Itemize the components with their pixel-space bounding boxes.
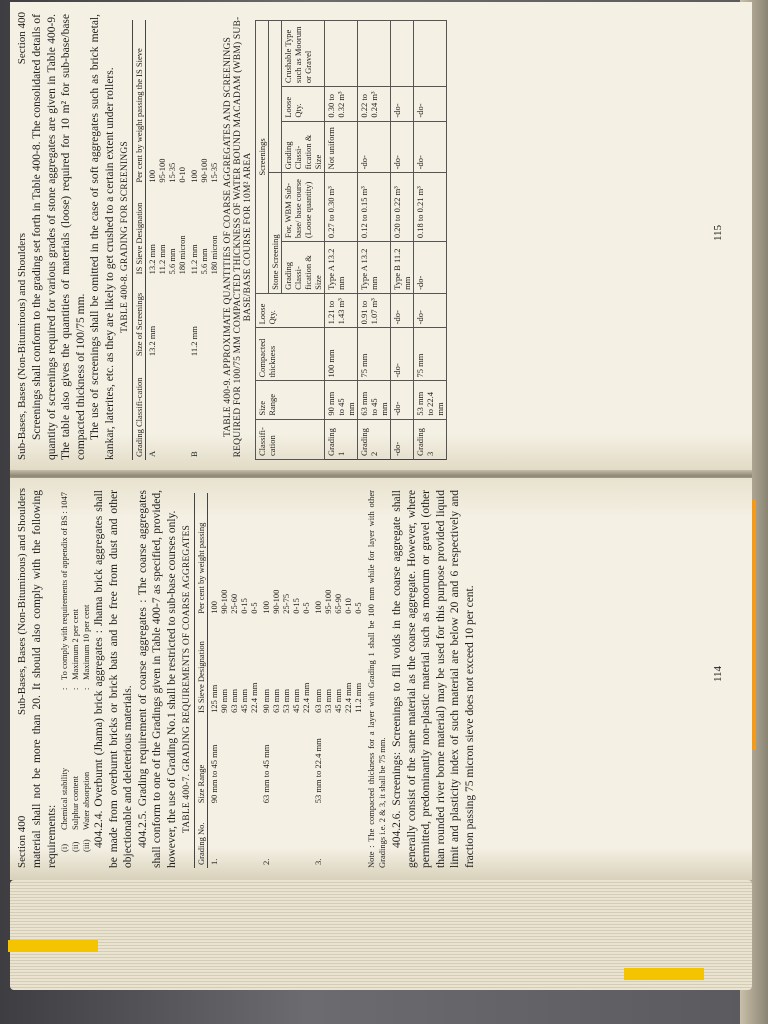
table-cell: -do- bbox=[391, 121, 414, 173]
table-header: Grading No. bbox=[195, 806, 208, 868]
table-cell bbox=[146, 20, 189, 186]
table-cell: Grading 2 bbox=[358, 419, 391, 459]
req-sep: : bbox=[70, 687, 80, 690]
sieve-value: 13.2 mm bbox=[147, 244, 157, 275]
sieve-value: 90 mm bbox=[219, 688, 229, 713]
soft-aggregates-paragraph: The use of screenings shall be omitted in the case of soft aggregates such as brick metal, kankar, laterites, etc. as they are likely to get crushed to a certain extent under rollers. bbox=[89, 14, 116, 460]
screenings-paragraph: 404.2.6. Screenings: Screenings to fill voids in the coarse aggregate shall generally consist of the same material as the coarse aggregate. However, where permitted, predominantly non-plastic material such as moorum or gravel (other than rounded river borne material) may be used for this purpose provided liquid limit and plasticity index of such material are below 20 and 6 respectively and fraction passing 75 micron sieve does not exceed 10 per cent. bbox=[391, 490, 476, 868]
header-section: Section 400 bbox=[16, 12, 28, 65]
table-cell bbox=[325, 21, 358, 87]
passing-value: 0-5 bbox=[353, 602, 363, 614]
table-cell bbox=[260, 617, 312, 716]
table-400-9 bbox=[255, 20, 447, 460]
table-row bbox=[188, 20, 220, 460]
table-row bbox=[391, 21, 414, 460]
table-cell: 1. bbox=[209, 858, 219, 865]
left-page-header bbox=[10, 478, 30, 880]
table-400-8 bbox=[132, 20, 220, 460]
table-cell bbox=[260, 493, 312, 617]
table-cell: 0.20 to 0.22 m³ bbox=[391, 173, 414, 242]
open-book bbox=[4, 0, 754, 1000]
sieve-value: 45 mm bbox=[291, 688, 301, 713]
table-row bbox=[414, 21, 447, 460]
table-cell: 100 mm bbox=[325, 328, 358, 381]
sieve-value: 53 mm bbox=[281, 688, 291, 713]
table-cell bbox=[312, 617, 364, 716]
table-cell bbox=[391, 21, 414, 87]
page-number: 114 bbox=[712, 665, 725, 683]
table-row bbox=[325, 21, 358, 460]
left-page bbox=[10, 478, 752, 880]
table-header: Loose Qty. bbox=[282, 87, 325, 122]
table-row bbox=[146, 20, 189, 460]
table-note: Note : The compacted thickness for a layer with Grading 1 shall be 100 mm while for layer with other Gradings i.e. 2 & 3, it shall be 75 mm. bbox=[366, 490, 387, 868]
table-cell: 90 mm to 45 mm bbox=[209, 744, 219, 804]
req-no: (i) bbox=[59, 843, 69, 852]
passing-value: 100 bbox=[147, 169, 157, 183]
table-header: Grading Classi-fication & Size bbox=[282, 242, 325, 294]
intro-text: material shall not be more than 20. It should also comply with the following requirements: bbox=[31, 490, 58, 868]
table-cell: 75 mm bbox=[414, 328, 447, 381]
passing-value: 0-5 bbox=[249, 602, 259, 614]
sieve-value: 22.4 mm bbox=[301, 682, 311, 713]
table-cell: -do- bbox=[391, 328, 414, 381]
req-sep: : bbox=[59, 687, 69, 690]
table-cell: 0.30 to 0.32 m³ bbox=[325, 87, 358, 122]
sieve-value: 63 mm bbox=[313, 688, 323, 713]
table-cell bbox=[188, 20, 220, 186]
table-cell: 90 mm to 45 mm bbox=[325, 381, 358, 419]
passing-value: 90-100 bbox=[271, 589, 281, 614]
table-cell: 63 mm to 45 mm bbox=[358, 381, 391, 419]
table-cell: 2. bbox=[261, 858, 271, 865]
table-cell bbox=[312, 493, 364, 617]
passing-value: 90-100 bbox=[219, 589, 229, 614]
right-page-header bbox=[10, 2, 30, 472]
req-no: (ii) bbox=[70, 841, 80, 852]
table-header: Size Range bbox=[195, 716, 208, 806]
table-header-blank bbox=[269, 21, 282, 173]
passing-value: 100 bbox=[189, 169, 199, 183]
table-cell: 53 mm to 22.4 mm bbox=[414, 381, 447, 419]
table-cell: Type B 11.2 mm bbox=[391, 242, 414, 294]
passing-value: 100 bbox=[261, 601, 271, 614]
table-cell: 75 mm bbox=[358, 328, 391, 381]
passing-value: 95-100 bbox=[323, 589, 333, 614]
sieve-value: 11.2 mm bbox=[189, 244, 199, 275]
header-section: Section 400 bbox=[16, 815, 28, 868]
sieve-value: 11.2 mm bbox=[353, 682, 363, 713]
table-cell: 11.2 mm bbox=[189, 326, 199, 357]
table-header: Per cent by weight passing the IS Sieve bbox=[133, 20, 146, 186]
table-cell: -do- bbox=[414, 242, 447, 294]
req-value: Maximum 10 per cent bbox=[81, 604, 91, 680]
screenings-paragraph: Screenings shall conform to the grading set forth in Table 400-8. The consolidated details of quantity of screenings required for various grades of stone aggregates are given in Table 400-9. The table also gives the quantities of materials (loose) required for 10 m² for sub-base/base compacted thickness of 100/75 mm. bbox=[31, 14, 87, 460]
passing-value: 0-10 bbox=[343, 598, 353, 614]
table-cell: -do- bbox=[414, 293, 447, 328]
passing-value: 25-60 bbox=[229, 593, 239, 614]
sieve-value: 5.6 mm bbox=[167, 248, 177, 275]
page-number: 115 bbox=[712, 224, 725, 242]
table-400-7-caption: TABLE 400-7. GRADING REQUIREMENTS OF COARSE AGGREGATES bbox=[182, 525, 192, 833]
header-title: Sub-Bases, Bases (Non-Bituminous) and Shoulders bbox=[16, 488, 28, 716]
passing-value: 25-75 bbox=[281, 593, 291, 614]
table-cell: -do- bbox=[414, 121, 447, 173]
table-header: IS Sieve Designation bbox=[195, 617, 208, 716]
table-cell: 1.21 to 1.43 m³ bbox=[325, 293, 358, 328]
req-value: To comply with requirements of appendix of BS : 1047 bbox=[59, 491, 69, 680]
table-cell bbox=[188, 186, 220, 278]
yellow-tab-marker bbox=[8, 940, 98, 952]
table-cell: -do- bbox=[414, 87, 447, 122]
table-cell: -do- bbox=[391, 293, 414, 328]
req-sep: : bbox=[81, 687, 91, 690]
sieve-value: 180 micron bbox=[177, 235, 187, 275]
table-400-7 bbox=[194, 493, 364, 868]
req-name: Chemical stability bbox=[59, 767, 69, 830]
table-header: Grading Classi-fication & Size bbox=[282, 121, 325, 173]
table-row bbox=[312, 493, 364, 868]
passing-value: 15-35 bbox=[167, 162, 177, 183]
table-header: Grading Classifi-cation bbox=[133, 359, 146, 460]
table-header: Per cent by weight passing bbox=[195, 493, 208, 617]
table-cell bbox=[208, 617, 261, 716]
passing-value: 0-5 bbox=[301, 602, 311, 614]
table-cell: -do- bbox=[391, 381, 414, 419]
table-cell: 0.12 to 0.15 m³ bbox=[358, 173, 391, 242]
table-cell: 3. bbox=[313, 858, 323, 865]
table-cell: -do- bbox=[358, 121, 391, 173]
table-header: Loose Qty. bbox=[256, 293, 325, 328]
req-name: Water absorption bbox=[81, 771, 91, 830]
sieve-value: 53 mm bbox=[323, 688, 333, 713]
table-cell: 13.2 mm bbox=[147, 325, 157, 357]
sieve-value: 180 micron bbox=[209, 235, 219, 275]
passing-value: 90-100 bbox=[199, 158, 209, 183]
table-400-9-caption: TABLE 400-9. APPROXIMATE QUANTITIES OF COARSE AGGREGATES AND SCREENINGS REQUIRED FOR 100/75 MM COMPACTED THICKNESS OF WATER BOUND MACADAM (WBM) SUB-BASE/BASE COURSE FOR 10M² AREA bbox=[223, 16, 253, 458]
req-name: Sulphur content bbox=[70, 775, 80, 830]
sieve-value: 22.4 mm bbox=[249, 682, 259, 713]
sieve-value: 45 mm bbox=[333, 688, 343, 713]
sieve-value: 45 mm bbox=[239, 688, 249, 713]
table-cell: 0.27 to 0.30 m³ bbox=[325, 173, 358, 242]
table-cell: 53 mm to 22.4 mm bbox=[313, 738, 323, 804]
sieve-value: 22.4 mm bbox=[343, 682, 353, 713]
requirements-list bbox=[59, 478, 92, 880]
right-page-content bbox=[10, 2, 752, 472]
sieve-value: 90 mm bbox=[261, 688, 271, 713]
table-cell: B bbox=[189, 451, 199, 457]
sieve-value: 63 mm bbox=[271, 688, 281, 713]
passing-value: 100 bbox=[313, 601, 323, 614]
sieve-value: 5.6 mm bbox=[199, 248, 209, 275]
table-cell bbox=[358, 21, 391, 87]
table-subgroup-header: Stone Screening bbox=[269, 173, 282, 293]
table-cell: -do- bbox=[391, 419, 414, 459]
table-cell: A bbox=[147, 450, 157, 457]
table-cell bbox=[146, 186, 189, 278]
table-cell: Type A 13.2 mm bbox=[325, 242, 358, 294]
passing-value: 0-15 bbox=[239, 598, 249, 614]
table-row bbox=[260, 493, 312, 868]
jhama-paragraph: 404.2.4. Overburnt (Jhama) brick aggregates : Jhama brick aggregates shall be made from overburnt bricks or brick bats and be free from dust and other objectionable and deleterious materials. bbox=[93, 490, 134, 868]
passing-value: 0-15 bbox=[291, 598, 301, 614]
table-cell: 0.22 to 0.24 m³ bbox=[358, 87, 391, 122]
passing-value: 95-100 bbox=[157, 158, 167, 183]
table-header: Classifi-cation bbox=[256, 419, 325, 459]
table-cell: 63 mm to 45 mm bbox=[261, 744, 271, 804]
table-header: Crushable Type such as Moorum or Gravel bbox=[282, 21, 325, 87]
table-header: Compacted thickness bbox=[256, 328, 325, 381]
passing-value: 100 bbox=[209, 601, 219, 614]
table-cell: 0.18 to 0.21 m³ bbox=[414, 173, 447, 242]
table-cell bbox=[414, 21, 447, 87]
sieve-value: 63 mm bbox=[229, 688, 239, 713]
table-cell: Grading 3 bbox=[414, 419, 447, 459]
table-header: For, WBM Sub-base/ base course (Loose quantity) bbox=[282, 173, 325, 242]
sieve-value: 125 mm bbox=[209, 684, 219, 713]
yellow-tab-marker bbox=[624, 968, 704, 980]
passing-value: 65-90 bbox=[333, 593, 343, 614]
grading-paragraph: 404.2.5. Grading requirement of coarse aggregates : The coarse aggregates shall conform to one of the Gradings given in Table 400-7 as specified, provided, however, the use of Grading No.1 shall be restricted to sub-base courses only. bbox=[136, 490, 178, 868]
sieve-value: 11.2 mm bbox=[157, 244, 167, 275]
table-group-header: Screenings bbox=[256, 21, 269, 294]
table-header: IS Sieve Designation bbox=[133, 186, 146, 278]
table-row bbox=[208, 493, 261, 868]
table-400-8-caption: TABLE 400-8. GRADING FOR SCREENINGS bbox=[120, 141, 130, 333]
req-value: Maximum 2 per cent bbox=[70, 608, 80, 680]
table-cell: Grading 1 bbox=[325, 419, 358, 459]
left-page-content bbox=[10, 478, 752, 880]
table-cell bbox=[208, 493, 261, 617]
right-page bbox=[10, 2, 752, 472]
table-row bbox=[358, 21, 391, 460]
table-cell: Type A 13.2 mm bbox=[358, 242, 391, 294]
table-cell: -do- bbox=[391, 87, 414, 122]
table-cell: 0.91 to 1.07 m³ bbox=[358, 293, 391, 328]
table-header: Size Range bbox=[256, 381, 325, 419]
table-cell: Not uniform bbox=[325, 121, 358, 173]
table-header: Size of Screenings bbox=[133, 277, 146, 359]
req-no: (iii) bbox=[81, 839, 91, 852]
passing-value: 0-10 bbox=[177, 166, 187, 183]
header-title: Sub-Bases, Bases (Non-Bituminous) and Shoulders bbox=[16, 232, 28, 460]
passing-value: 15-35 bbox=[209, 162, 219, 183]
